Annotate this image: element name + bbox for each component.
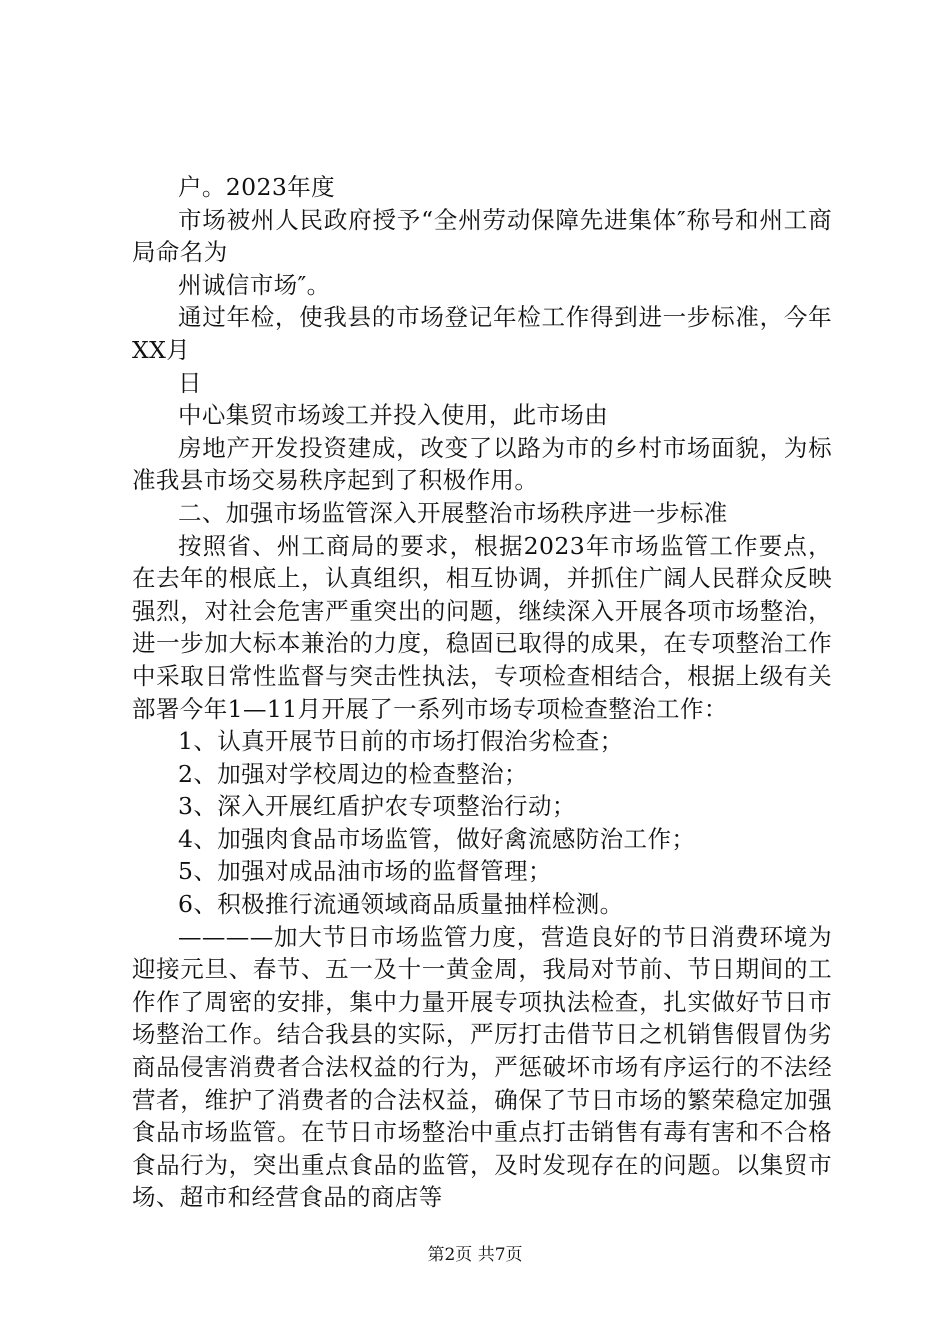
page-number-footer: 第2页 共7页 bbox=[427, 1245, 523, 1265]
list-item-6: 6、积极推行流通领域商品质量抽样检测。 bbox=[178, 890, 624, 919]
paragraph-6: 中心集贸市场竣工并投入使用，此市场由 bbox=[178, 401, 609, 430]
list-item-4: 4、加强肉食品市场监管，做好禽流感防治工作； bbox=[178, 824, 696, 853]
list-item-1: 1、认真开展节日前的市场打假治劣检查； bbox=[178, 727, 624, 756]
paragraph-7: 房地产开发投资建成，改变了以路为市的乡村市场面貌，为标准我县市场交易秩序起到了积极作用。 bbox=[132, 433, 832, 495]
paragraph-3: 州诚信市场″。 bbox=[178, 270, 331, 299]
list-item-5: 5、加强对成品油市场的监督管理； bbox=[178, 857, 552, 886]
paragraph-16: ————加大节日市场监管力度，营造良好的节日消费环境为迎接元旦、春节、五一及十一黄金周，我局对节前、节日期间的工作作了周密的安排，集中力量开展专项执法检查，扎实做好节日市场整治工作。结合我县的实际，严厉打击借节日之机销售假冒伪劣商品侵害消费者合法权益的行为，严惩破坏市场有序运行的不法经营者，维护了消费者的合法权益，确保了节日市场的繁荣稳定加强食品市场监管。在节日市场整治中重点打击销售有毒有害和不合格食品行为，突出重点食品的监管，及时发现存在的问题。以集贸市场、超市和经营食品的商店等 bbox=[132, 922, 832, 1212]
section-heading-2: 二、加强市场监管深入开展整治市场秩序进一步标准 bbox=[178, 498, 728, 527]
list-item-3: 3、深入开展红盾护农专项整治行动； bbox=[178, 792, 576, 821]
paragraph-1: 户。2023年度 bbox=[178, 173, 336, 201]
paragraph-5: 日 bbox=[178, 368, 202, 397]
paragraph-9: 按照省、州工商局的要求，根据2023年市场监管工作要点，在去年的根底上，认真组织，相互协调，并抓住广阔人民群众反映强烈，对社会危害严重突出的问题，继续深入开展各项市场整治，进一步加大标本兼治的力度，稳固已取得的成果，在专项整治工作中采取日常性监督与突击性执法，专项检查相结合，根据上级有关部署今年1—11月开展了一系列市场专项检查整治工作： bbox=[132, 531, 832, 723]
document-body bbox=[132, 171, 832, 1214]
paragraph-2: 市场被州人民政府授予“全州劳动保障先进集体″称号和州工商局命名为 bbox=[132, 205, 832, 267]
list-item-2: 2、加强对学校周边的检查整治； bbox=[178, 759, 528, 788]
paragraph-4: 通过年检，使我县的市场登记年检工作得到进一步标准，今年XX月 bbox=[132, 303, 832, 364]
